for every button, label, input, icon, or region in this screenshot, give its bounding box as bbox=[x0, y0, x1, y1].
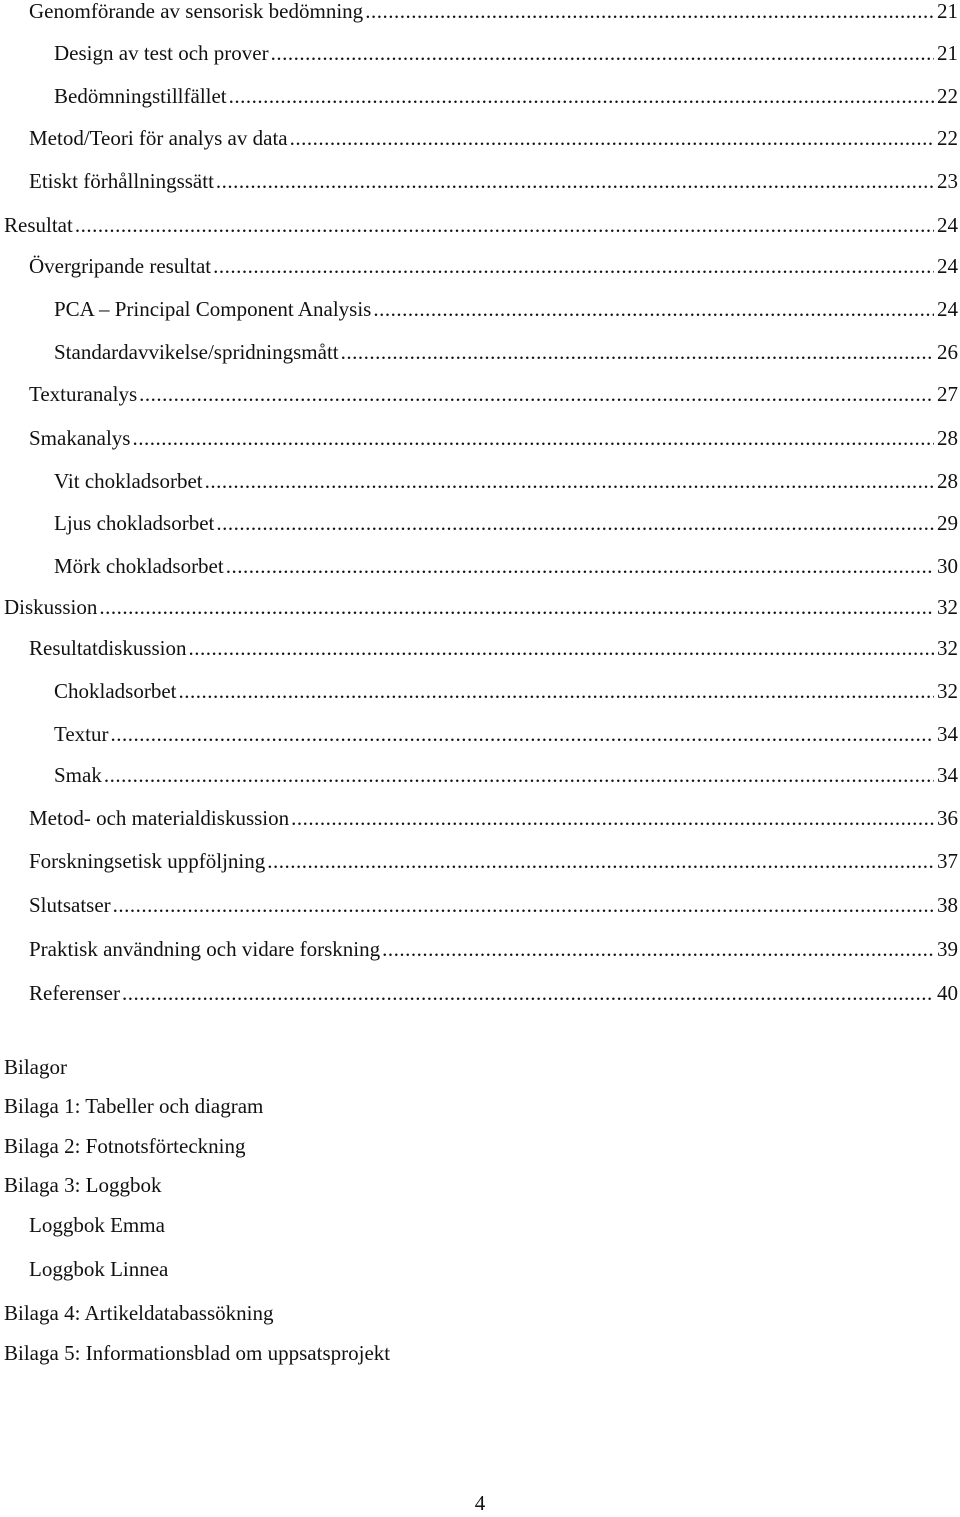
toc-entry-page: 22 bbox=[937, 84, 958, 108]
toc-entry-title: Praktisk användning och vidare forskning bbox=[29, 937, 381, 961]
toc-dot-leader bbox=[139, 380, 934, 408]
toc-dot-leader bbox=[132, 424, 934, 452]
toc-entry-page: 29 bbox=[937, 511, 958, 535]
toc-entry[interactable] bbox=[54, 677, 958, 705]
toc-entry[interactable] bbox=[54, 761, 958, 789]
toc-dot-leader bbox=[122, 979, 934, 1007]
toc-dot-leader bbox=[205, 467, 934, 495]
appendix-item[interactable]: Bilaga 2: Fotnotsförteckning bbox=[4, 1134, 246, 1158]
toc-dot-leader bbox=[104, 761, 934, 789]
toc-dot-leader bbox=[267, 847, 934, 875]
toc-entry[interactable] bbox=[54, 509, 958, 537]
toc-entry-page: 37 bbox=[937, 849, 958, 873]
toc-dot-leader bbox=[365, 0, 934, 25]
toc-entry[interactable] bbox=[4, 211, 958, 239]
toc-entry-title: Texturanalys bbox=[29, 382, 138, 406]
appendix-item[interactable]: Bilaga 1: Tabeller och diagram bbox=[4, 1094, 264, 1118]
toc-entry-title: Bedömningstillfället bbox=[54, 84, 227, 108]
toc-dot-leader bbox=[189, 634, 934, 662]
toc-entry[interactable] bbox=[54, 720, 958, 748]
toc-entry[interactable] bbox=[29, 804, 958, 832]
page-number: 4 bbox=[474, 1491, 486, 1515]
toc-entry[interactable] bbox=[29, 634, 958, 662]
toc-dot-leader bbox=[111, 720, 934, 748]
toc-entry-title: Diskussion bbox=[4, 595, 98, 619]
appendix-subitem[interactable]: Loggbok Linnea bbox=[29, 1257, 169, 1281]
toc-entry-page: 38 bbox=[937, 893, 958, 917]
toc-entry-page: 34 bbox=[937, 722, 958, 746]
toc-entry-page: 32 bbox=[937, 679, 958, 703]
toc-dot-leader bbox=[382, 935, 934, 963]
toc-entry[interactable] bbox=[54, 467, 958, 495]
toc-entry-page: 28 bbox=[937, 469, 958, 493]
toc-entry[interactable] bbox=[54, 39, 958, 67]
toc-entry[interactable] bbox=[29, 424, 958, 452]
toc-dot-leader bbox=[113, 891, 934, 919]
toc-entry-title: PCA – Principal Component Analysis bbox=[54, 297, 372, 321]
appendix-subitem[interactable]: Loggbok Emma bbox=[29, 1213, 165, 1237]
toc-entry-title: Resultatdiskussion bbox=[29, 636, 187, 660]
toc-entry-page: 23 bbox=[937, 169, 958, 193]
toc-entry-page: 24 bbox=[937, 297, 958, 321]
toc-entry-page: 28 bbox=[937, 426, 958, 450]
toc-entry-title: Genomförande av sensorisk bedömning bbox=[29, 0, 364, 23]
toc-entry-page: 32 bbox=[937, 595, 958, 619]
toc-dot-leader bbox=[75, 211, 934, 239]
toc-entry[interactable] bbox=[29, 252, 958, 280]
toc-entry-page: 39 bbox=[937, 937, 958, 961]
toc-entry[interactable] bbox=[29, 167, 958, 195]
toc-entry-title: Slutsatser bbox=[29, 893, 111, 917]
toc-entry[interactable] bbox=[29, 847, 958, 875]
toc-entry[interactable] bbox=[54, 552, 958, 580]
toc-entry-title: Forskningsetisk uppföljning bbox=[29, 849, 266, 873]
toc-dot-leader bbox=[226, 552, 934, 580]
toc-entry-page: 21 bbox=[937, 0, 958, 23]
toc-entry-title: Chokladsorbet bbox=[54, 679, 177, 703]
toc-dot-leader bbox=[271, 39, 934, 67]
toc-entry-page: 24 bbox=[937, 254, 958, 278]
toc-entry-page: 36 bbox=[937, 806, 958, 830]
toc-entry-page: 26 bbox=[937, 340, 958, 364]
toc-entry-page: 32 bbox=[937, 636, 958, 660]
toc-dot-leader bbox=[229, 82, 934, 110]
toc-entry[interactable] bbox=[29, 124, 958, 152]
toc-entry[interactable] bbox=[29, 380, 958, 408]
toc-dot-leader bbox=[373, 295, 934, 323]
appendix-item[interactable]: Bilaga 3: Loggbok bbox=[4, 1173, 162, 1197]
toc-entry-title: Metod/Teori för analys av data bbox=[29, 126, 288, 150]
toc-entry-title: Referenser bbox=[29, 981, 120, 1005]
toc-entry[interactable] bbox=[54, 295, 958, 323]
toc-dot-leader bbox=[216, 509, 934, 537]
toc-entry-page: 27 bbox=[937, 382, 958, 406]
toc-entry-title: Ljus chokladsorbet bbox=[54, 511, 215, 535]
toc-entry-title: Metod- och materialdiskussion bbox=[29, 806, 290, 830]
toc-entry-title: Vit chokladsorbet bbox=[54, 469, 203, 493]
toc-entry-title: Design av test och prover bbox=[54, 41, 269, 65]
toc-entry-page: 21 bbox=[937, 41, 958, 65]
toc-dot-leader bbox=[178, 677, 934, 705]
toc-dot-leader bbox=[216, 167, 934, 195]
toc-entry[interactable] bbox=[54, 338, 958, 366]
toc-entry[interactable] bbox=[4, 593, 958, 621]
toc-dot-leader bbox=[341, 338, 934, 366]
toc-entry-page: 30 bbox=[937, 554, 958, 578]
toc-entry-page: 34 bbox=[937, 763, 958, 787]
toc-entry[interactable] bbox=[29, 935, 958, 963]
toc-entry[interactable] bbox=[29, 979, 958, 1007]
toc-entry-page: 40 bbox=[937, 981, 958, 1005]
appendices-heading: Bilagor bbox=[4, 1055, 67, 1079]
toc-dot-leader bbox=[99, 593, 934, 621]
toc-entry[interactable] bbox=[29, 0, 958, 25]
toc-entry-title: Smak bbox=[54, 763, 102, 787]
toc-entry-page: 22 bbox=[937, 126, 958, 150]
toc-entry-title: Etiskt förhållningssätt bbox=[29, 169, 214, 193]
toc-entry-title: Standardavvikelse/spridningsmått bbox=[54, 340, 339, 364]
toc-dot-leader bbox=[213, 252, 934, 280]
appendix-item[interactable]: Bilaga 5: Informationsblad om uppsatsprojekt bbox=[4, 1341, 391, 1365]
toc-dot-leader bbox=[290, 124, 934, 152]
toc-entry-title: Resultat bbox=[4, 213, 73, 237]
toc-entry-page: 24 bbox=[937, 213, 958, 237]
toc-entry[interactable] bbox=[29, 891, 958, 919]
toc-dot-leader bbox=[291, 804, 934, 832]
toc-entry-title: Övergripande resultat bbox=[29, 254, 212, 278]
toc-entry-title: Smakanalys bbox=[29, 426, 131, 450]
toc-entry-title: Mörk chokladsorbet bbox=[54, 554, 224, 578]
toc-entry-title: Textur bbox=[54, 722, 109, 746]
appendix-item[interactable]: Bilaga 4: Artikeldatabassökning bbox=[4, 1301, 274, 1325]
toc-entry[interactable] bbox=[54, 82, 958, 110]
